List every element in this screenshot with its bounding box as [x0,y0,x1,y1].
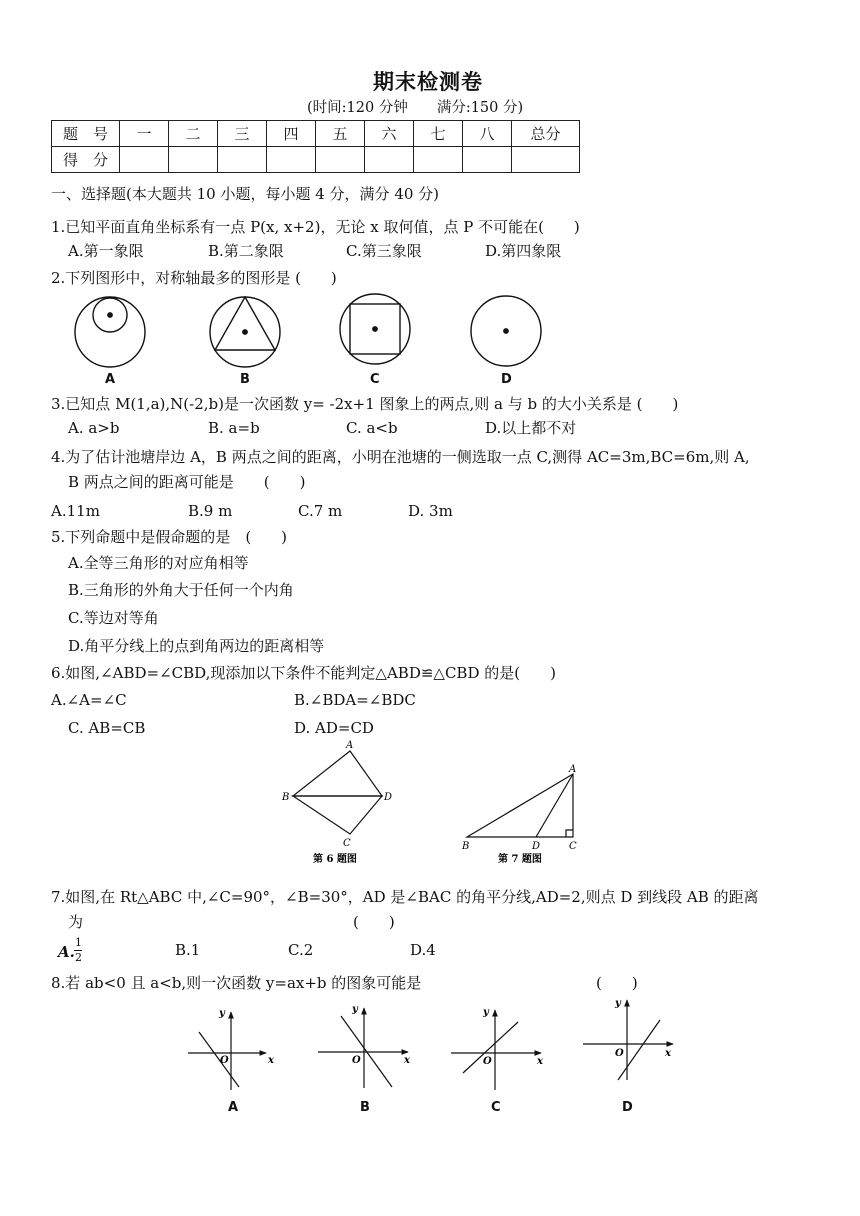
q3-option-d[interactable]: D.以上都不对 [485,419,577,437]
q2-label-d: D [501,372,512,387]
question-4-stem-line1: 4.为了估计池塘岸边 A，B 两点之间的距离，小明在池塘的一侧选取一点 C,测得 AC=3m,BC=6m,则 A, [51,448,750,466]
question-1-stem: 1.已知平面直角坐标系有一点 P(x, x+2)，无论 x 取何值，点 P 不可能在( ) [51,218,580,236]
q6-option-d[interactable]: D. AD=CD [294,719,374,737]
q8-label-d: D [622,1100,633,1115]
q5-option-d[interactable]: D.角平分线上的点到角两边的距离相等 [68,637,325,655]
q3-option-a[interactable]: A. a>b [68,419,120,437]
table-cell: 二 [169,121,218,147]
q6-point-b: B [282,792,290,803]
q4-option-d[interactable]: D. 3m [408,502,453,520]
q8-a-axis-y: y [219,1008,225,1019]
q4-option-c[interactable]: C.7 m [298,502,343,520]
question-7-stem-line1: 7.如图,在 Rt△ABC 中,∠C=90°，∠B=30°，AD 是∠BAC 的角平分线,AD=2,则点 D 到线段 AB 的距离 [51,888,759,906]
table-cell: 三 [218,121,267,147]
question-5-stem: 5.下列命题中是假命题的是 ( ) [51,528,288,546]
q6-point-a: A [346,740,354,751]
table-cell: 一 [120,121,169,147]
question-8-answer-paren: ( ) [596,974,638,992]
q1-option-d[interactable]: D.第四象限 [485,242,562,260]
q8-b-origin: O [352,1055,361,1066]
q5-option-c[interactable]: C.等边对等角 [68,609,159,627]
question-6-stem: 6.如图,∠ABD=∠CBD,现添加以下条件不能判定△ABD≌△CBD 的是( ) [51,664,556,682]
q8-graph-d[interactable] [583,1000,673,1080]
q6-option-a[interactable]: A.∠A=∠C [51,691,127,709]
q6-fig-caption: 第 6 题图 [313,854,357,865]
q8-label-b: B [360,1100,370,1115]
q8-b-axis-y: y [352,1004,358,1015]
q7-option-a-numerator: 1 [75,936,82,949]
q8-c-origin: O [483,1056,492,1067]
q8-label-a: A [228,1100,239,1115]
table-cell: 得 分 [52,147,120,173]
q1-option-a[interactable]: A.第一象限 [68,242,144,260]
q5-option-a[interactable]: A.全等三角形的对应角相等 [68,554,249,572]
q1-option-b[interactable]: B.第二象限 [208,242,284,260]
question-7-stem-line2: 为 ( ) [68,913,395,931]
table-cell: 五 [316,121,365,147]
q8-c-axis-x: x [537,1056,543,1067]
question-3-stem: 3.已知点 M(1,a),N(-2,b)是一次函数 y= -2x+1 图象上的两点,则 a 与 b 的大小关系是 ( ) [51,395,679,413]
q4-option-b[interactable]: B.9 m [188,502,233,520]
q7-point-b: B [462,841,470,852]
q8-d-origin: O [615,1048,624,1059]
table-cell: 题 号 [52,121,120,147]
q7-point-d: D [532,841,541,852]
q4-option-a[interactable]: A.11m [51,502,100,520]
question-8-stem: 8.若 ab<0 且 a<b,则一次函数 y=ax+b 的图象可能是 [51,974,422,992]
page-title: 期末检测卷 [373,69,483,94]
q7-point-a: A [569,764,577,775]
q6-point-d: D [384,792,393,803]
q8-c-axis-y: y [483,1007,489,1018]
q3-option-c[interactable]: C. a<b [346,419,398,437]
section-heading: 一、选择题(本大题共 10 小题，每小题 4 分，满分 40 分) [51,185,440,203]
q6-option-b[interactable]: B.∠BDA=∠BDC [294,691,416,709]
q8-a-origin: O [220,1055,229,1066]
table-cell: 八 [463,121,512,147]
q8-d-axis-x: x [665,1048,671,1059]
q8-a-axis-x: x [268,1055,274,1066]
q7-fig-caption: 第 7 题图 [498,854,542,865]
question-2-stem: 2.下列图形中，对称轴最多的图形是 ( ) [51,269,337,287]
table-cell: 总分 [512,121,580,147]
q5-option-b[interactable]: B.三角形的外角大于任何一个内角 [68,581,294,599]
q2-label-a: A [105,372,116,387]
table-cell: 四 [267,121,316,147]
q8-graph-b[interactable] [318,1008,408,1088]
q8-graph-c[interactable] [451,1010,541,1090]
q2-label-c: C [370,372,380,387]
q1-option-c[interactable]: C.第三象限 [346,242,422,260]
q2-label-b: B [240,372,250,387]
q7-option-b[interactable]: B.1 [175,941,201,959]
q7-option-a-denominator: 2 [75,951,82,964]
q7-option-a-prefix: A. [58,943,75,961]
q6-option-c[interactable]: C. AB=CB [68,719,146,737]
table-cell: 七 [414,121,463,147]
q8-graph-a[interactable] [188,1012,266,1090]
question-4-stem-line2: B 两点之间的距离可能是 ( ) [68,473,306,491]
q8-d-axis-y: y [615,998,621,1009]
q7-point-c: C [569,841,577,852]
q7-option-d[interactable]: D.4 [410,941,436,959]
q8-b-axis-x: x [404,1055,410,1066]
table-cell: 六 [365,121,414,147]
exam-time-score: (时间:120 分钟 满分:150 分) [307,100,524,116]
q3-option-b[interactable]: B. a=b [208,419,260,437]
q7-option-c[interactable]: C.2 [288,941,314,959]
q6-point-c: C [343,838,351,849]
q8-label-c: C [491,1100,501,1115]
